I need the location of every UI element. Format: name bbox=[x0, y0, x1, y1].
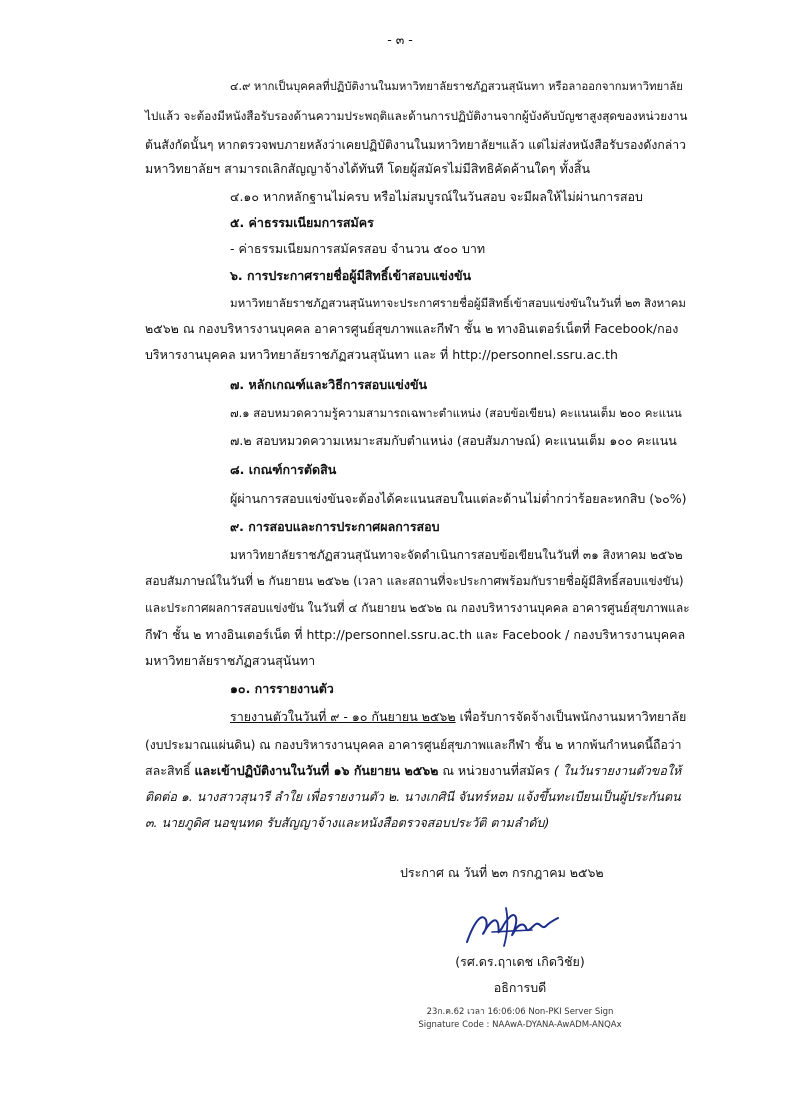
section-10-line-3 bbox=[145, 762, 681, 780]
item-4-9-line-4: มหาวิทยาลัยฯ สามารถเลิกสัญญาจ้างได้ทันที โดยผู้สมัครไม่มีสิทธิคัดค้านใดๆ ทั้งสิ้น bbox=[145, 161, 591, 176]
section-10-line-1-rest: เพื่อรับการจัดจ้างเป็นพนักงานมหาวิทยาลัย bbox=[455, 709, 687, 724]
signature-meta: 23ก.ค.62 เวลา 16:06:06 Non-PKI Server Sign bbox=[426, 1007, 614, 1017]
section-6-line-3: บริหารงานบุคคล มหาวิทยาลัยราชภัฏสวนสุนันทา และ ที่ http://personnel.ssru.ac.th bbox=[145, 347, 618, 362]
section-9-line-5: มหาวิทยาลัยราชภัฏสวนสุนันทา bbox=[145, 653, 316, 668]
section-6-heading: ๖. การประกาศรายชื่อผู้มีสิทธิ์เข้าสอบแข่งขัน bbox=[230, 268, 472, 283]
section-10-line-3-a: สละสิทธิ์ bbox=[145, 763, 195, 778]
section-9-line-4: กีฬา ชั้น ๒ ทางอินเตอร์เน็ต ที่ http://personnel.ssru.ac.th และ Facebook / กองบริหารงานบุคคล bbox=[145, 627, 686, 642]
section-6-line-2: ๒๕๖๒ ณ กองบริหารงานบุคคล อาคารศูนย์สุขภาพและกีฬา ชั้น ๒ ทางอินเตอร์เน็ตที่ Facebook/กอง bbox=[145, 321, 679, 336]
section-6-line-1: มหาวิทยาลัยราชภัฏสวนสุนันทาจะประกาศรายชื่อผู้มีสิทธิ์เข้าสอบแข่งขันในวันที่ ๒๓ สิงหาคม bbox=[230, 296, 686, 310]
section-10-line-2: (งบประมาณแผ่นดิน) ณ กองบริหารงานบุคคล อาคารศูนย์สุขภาพและกีฬา ชั้น ๒ หากพ้นกำหนดนี้ถือว่า bbox=[145, 738, 682, 752]
announcement-date: ประกาศ ณ วันที่ ๒๓ กรกฎาคม ๒๕๖๒ bbox=[400, 865, 604, 880]
section-9-line-3: และประกาศผลการสอบแข่งขัน ในวันที่ ๔ กันยายน ๒๕๖๒ ณ กองบริหารงานบุคคล อาคารศูนย์สุขภาพและ bbox=[145, 601, 690, 615]
section-10-line-5: ๓. นายภูดิศ นอขุนทด รับสัญญาจ้างและหนังสือตรวจสอบประวัติ ตามลำดับ) bbox=[145, 815, 550, 830]
report-dates: รายงานตัวในวันที่ ๙ - ๑๐ กันยายน ๒๕๖๒ bbox=[230, 709, 456, 724]
section-7-1: ๗.๑ สอบหมวดความรู้ความสามารถเฉพาะตำแหน่ง (สอบข้อเขียน) คะแนนเต็ม ๒๐๐ คะแนน bbox=[230, 406, 682, 420]
section-8-heading: ๘. เกณฑ์การตัดสิน bbox=[230, 462, 337, 477]
item-4-9-line-2: ไปแล้ว จะต้องมีหนังสือรับรองด้านความประพฤติและด้านการปฏิบัติงานจากผู้บังคับบัญชาสูงสุดของหน่วยงาน bbox=[145, 109, 688, 123]
section-7-heading: ๗. หลักเกณฑ์และวิธีการสอบแข่งขัน bbox=[230, 377, 428, 392]
section-7-2: ๗.๒ สอบหมวดความเหมาะสมกับตำแหน่ง (สอบสัมภาษณ์) คะแนนเต็ม ๑๐๐ คะแนน bbox=[230, 433, 677, 448]
item-4-9-line-1: ๔.๙ หากเป็นบุคคลที่ปฏิบัติงานในมหาวิทยาลัยราชภัฏสวนสุนันทา หรือลาออกจากมหาวิทยาลัย bbox=[230, 80, 683, 93]
page-number: - ๓ - bbox=[387, 32, 413, 47]
handwritten-signature bbox=[462, 902, 562, 952]
section-10-heading: ๑๐. การรายงานตัว bbox=[230, 681, 334, 696]
item-4-9-line-3: ต้นสังกัดนั้นๆ หากตรวจพบภายหลังว่าเคยปฏิบัติงานในมหาวิทยาลัยฯแล้ว แต่ไม่ส่งหนังสือรับรองดังกล่าว bbox=[145, 138, 687, 152]
section-9-line-2: สอบสัมภาษณ์ในวันที่ ๒ กันยายน ๒๕๖๒ (เวลา และสถานที่จะประกาศพร้อมกับรายชื่อผู้มีสิทธิ์สอบแข่งขัน) bbox=[145, 574, 684, 588]
section-10-line-1 bbox=[230, 708, 686, 726]
section-10-line-3-c: ณ หน่วยงานที่สมัคร bbox=[438, 763, 554, 778]
signer-title: อธิการบดี bbox=[493, 980, 547, 995]
section-10-line-4: ติดต่อ ๑. นางสาวสุนารี ลำใย เพื่อรายงานตัว ๒. นางเกศินี จันทร์หอม แจ้งขึ้นทะเบียนเป็นผู้ประกันตน bbox=[145, 789, 681, 804]
signer-name: (รศ.ดร.ฤาเดช เกิดวิชัย) bbox=[455, 954, 585, 969]
section-9-line-1: มหาวิทยาลัยราชภัฏสวนสุนันทาจะจัดดำเนินการสอบข้อเขียนในวันที่ ๓๑ สิงหาคม ๒๕๖๒ bbox=[230, 548, 683, 562]
section-5-fee: - ค่าธรรมเนียมการสมัครสอบ จำนวน ๕๐๐ บาท bbox=[230, 241, 486, 256]
section-10-line-3-note: ( ในวันรายงานตัวขอให้ bbox=[553, 763, 682, 778]
signature-code: Signature Code : NAAwA-DYANA-AwADM-ANQAx bbox=[418, 1020, 622, 1030]
section-5-heading: ๕. ค่าธรรมเนียมการสมัคร bbox=[230, 215, 374, 230]
start-work-date: และเข้าปฏิบัติงานในวันที่ ๑๖ กันยายน ๒๕๖๒ bbox=[194, 763, 439, 778]
section-9-heading: ๙. การสอบและการประกาศผลการสอบ bbox=[230, 519, 440, 534]
item-4-10: ๔.๑๐ หากหลักฐานไม่ครบ หรือไม่สมบูรณ์ในวันสอบ จะมีผลให้ไม่ผ่านการสอบ bbox=[230, 189, 643, 204]
section-8-text: ผู้ผ่านการสอบแข่งขันจะต้องได้คะแนนสอบในแต่ละด้านไม่ต่ำกว่าร้อยละหกสิบ (๖๐%) bbox=[230, 491, 687, 506]
